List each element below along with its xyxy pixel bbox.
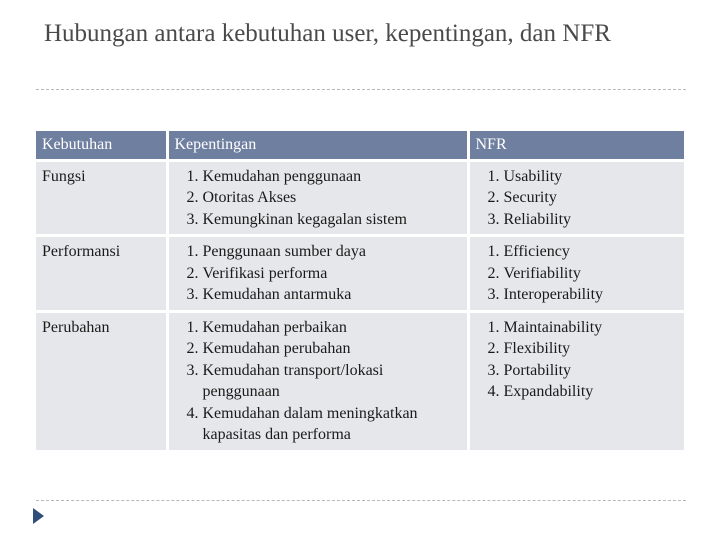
- list-item: 3. Kemudahan antarmuka: [203, 284, 461, 306]
- list-item: 4. Expandability: [504, 381, 679, 403]
- kepentingan-list: [175, 241, 461, 306]
- list-item: 1. Kemudahan perbaikan: [203, 317, 461, 339]
- table-row: [36, 236, 684, 312]
- list-item: 1. Maintainability: [504, 317, 679, 339]
- list-item: 4. Kemudahan dalam meningkatkan kapasitas dan performa: [203, 403, 461, 446]
- header-nfr: NFR: [468, 131, 684, 160]
- nfr-list: [476, 166, 679, 231]
- list-item: 2. Verifikasi performa: [203, 263, 461, 285]
- list-item: 3. Kemudahan transport/lokasi penggunaan: [203, 360, 461, 403]
- slide-bullet-icon: [33, 508, 44, 524]
- list-item: 1. Kemudahan penggunaan: [203, 166, 461, 188]
- table-row: [36, 311, 684, 450]
- kepentingan-list: [175, 317, 461, 446]
- kebutuhan-cell: Perubahan: [36, 311, 167, 450]
- nfr-list: [476, 317, 679, 403]
- list-item: 3. Interoperability: [504, 284, 679, 306]
- list-item: 3. Portability: [504, 360, 679, 382]
- kepentingan-cell: [167, 160, 468, 236]
- nfr-list: [476, 241, 679, 306]
- nfr-cell: [468, 160, 684, 236]
- footer-divider: [36, 500, 686, 501]
- kepentingan-list: [175, 166, 461, 231]
- list-item: 1. Usability: [504, 166, 679, 188]
- list-item: 1. Penggunaan sumber daya: [203, 241, 461, 263]
- list-item: 2. Flexibility: [504, 338, 679, 360]
- kepentingan-cell: [167, 311, 468, 450]
- title-divider: [36, 89, 686, 90]
- table-header-row: [36, 131, 684, 160]
- list-item: 2. Kemudahan perubahan: [203, 338, 461, 360]
- requirements-table: [36, 131, 684, 450]
- list-item: 2. Security: [504, 187, 679, 209]
- nfr-cell: [468, 236, 684, 312]
- nfr-cell: [468, 311, 684, 450]
- slide-title: Hubungan antara kebutuhan user, kepentingan, dan NFR: [44, 20, 611, 47]
- kebutuhan-cell: Performansi: [36, 236, 167, 312]
- list-item: 3. Reliability: [504, 209, 679, 231]
- header-kebutuhan: Kebutuhan: [36, 131, 167, 160]
- list-item: 2. Otoritas Akses: [203, 187, 461, 209]
- table-row: [36, 160, 684, 236]
- kebutuhan-cell: Fungsi: [36, 160, 167, 236]
- kepentingan-cell: [167, 236, 468, 312]
- list-item: 3. Kemungkinan kegagalan sistem: [203, 209, 461, 231]
- list-item: 1. Efficiency: [504, 241, 679, 263]
- list-item: 2. Verifiability: [504, 263, 679, 285]
- header-kepentingan: Kepentingan: [167, 131, 468, 160]
